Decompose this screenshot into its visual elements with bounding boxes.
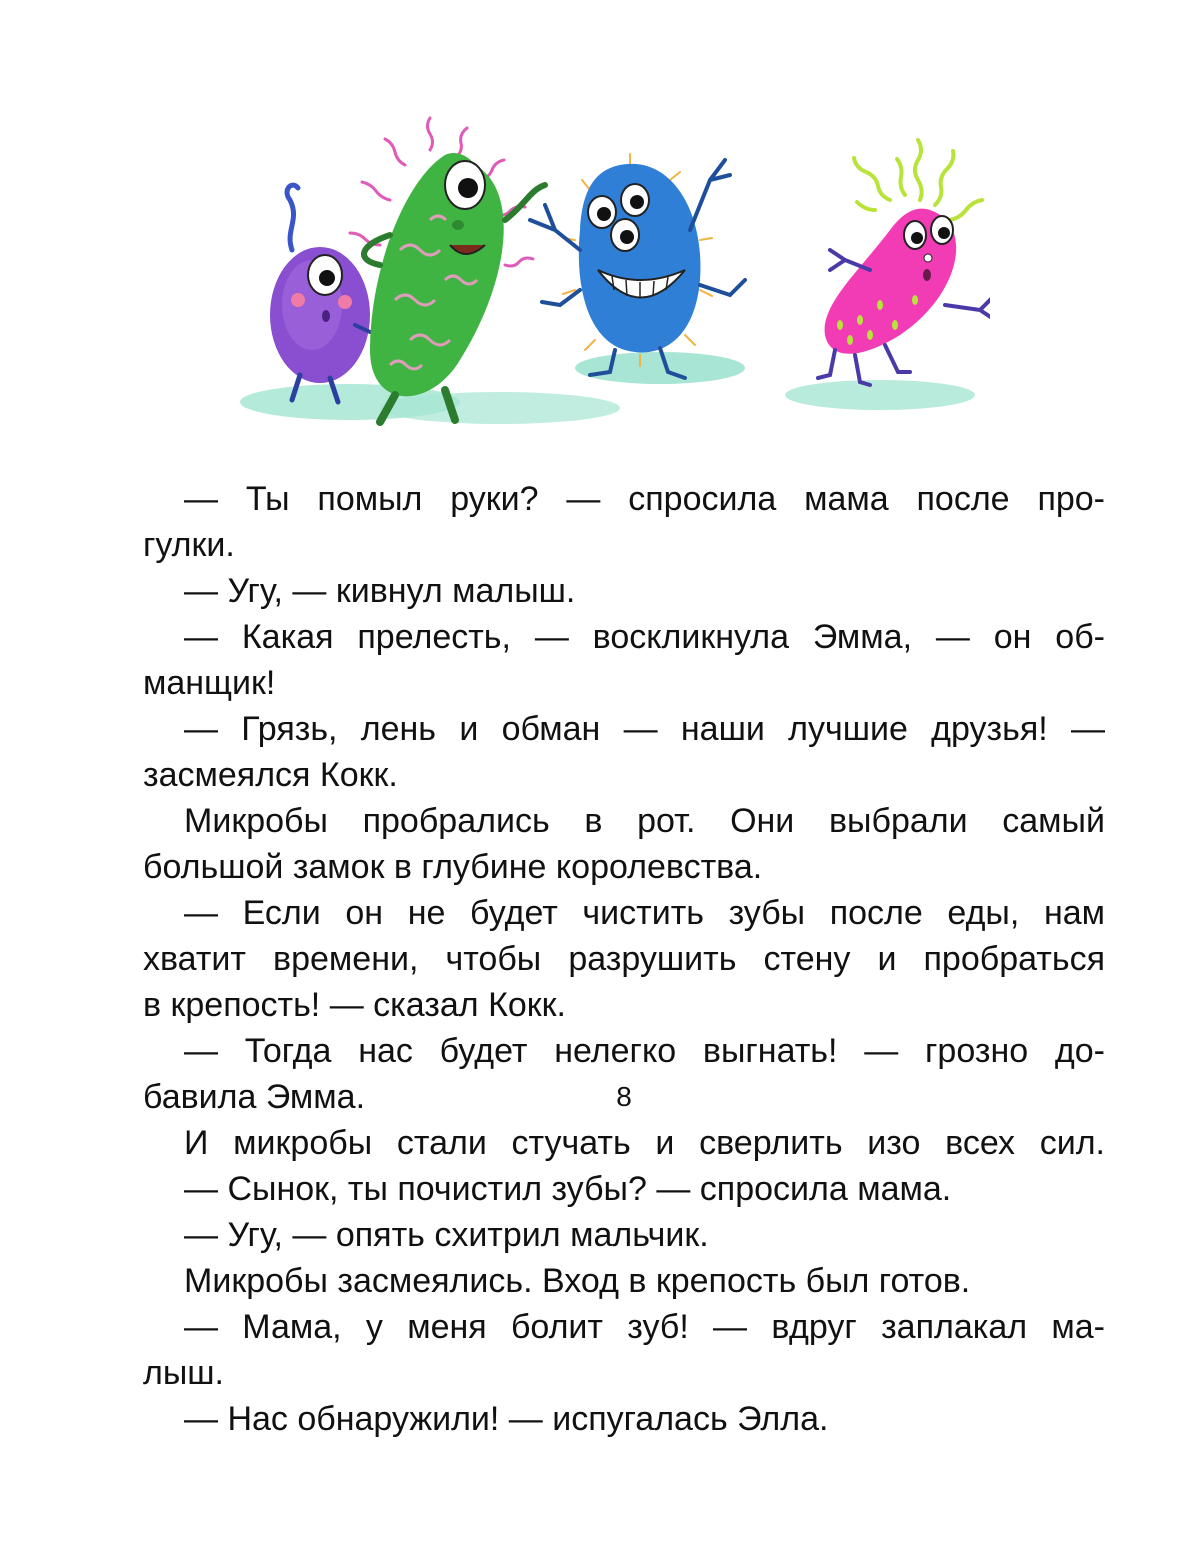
text-line: в крепость! — сказал Кокк. — [143, 986, 566, 1024]
text-line: лыш. — [143, 1354, 224, 1392]
text-line: — Мама, у меня болит зуб! — вдруг заплакал ма- — [184, 1308, 1105, 1346]
text-line: бавила Эмма. — [143, 1078, 366, 1116]
text-line: — Угу, — опять схитрил мальчик. — [184, 1216, 709, 1254]
text-line: — Ты помыл руки? — спросила мама после про- — [184, 480, 1105, 518]
microbes-illustration — [230, 110, 990, 445]
text-line: засмеялся Кокк. — [143, 756, 398, 794]
green-microbe — [350, 118, 545, 422]
page-number: 8 — [616, 1081, 632, 1112]
text-line: Микробы пробрались в рот. Они выбрали самый — [184, 802, 1105, 840]
blue-microbe — [530, 154, 745, 378]
text-line: манщик! — [143, 664, 276, 702]
story-text — [143, 476, 1105, 1442]
purple-microbe — [270, 185, 370, 402]
text-line: — Грязь, лень и обман — наши лучшие друзья! — — [184, 710, 1105, 748]
text-line: Микробы засмеялись. Вход в крепость был готов. — [184, 1262, 971, 1300]
text-line: — Нас обнаружили! — испугалась Элла. — [184, 1400, 829, 1438]
text-line: — Если он не будет чистить зубы после еды, нам — [184, 894, 1105, 932]
text-line: хватит времени, чтобы разрушить стену и пробраться — [143, 940, 1105, 978]
text-line: — Тогда нас будет нелегко выгнать! — грозно до- — [184, 1032, 1105, 1070]
text-line: — Угу, — кивнул малыш. — [184, 572, 576, 610]
text-line: большой замок в глубине королевства. — [143, 848, 763, 886]
text-line: гулки. — [143, 526, 235, 564]
pink-microbe — [818, 140, 990, 385]
text-line: — Сынок, ты почистил зубы? — спросила мама. — [184, 1170, 952, 1208]
text-line: — Какая прелесть, — воскликнула Эмма, — он об- — [184, 618, 1105, 656]
text-line: И микробы стали стучать и сверлить изо всех сил. — [184, 1124, 1105, 1162]
